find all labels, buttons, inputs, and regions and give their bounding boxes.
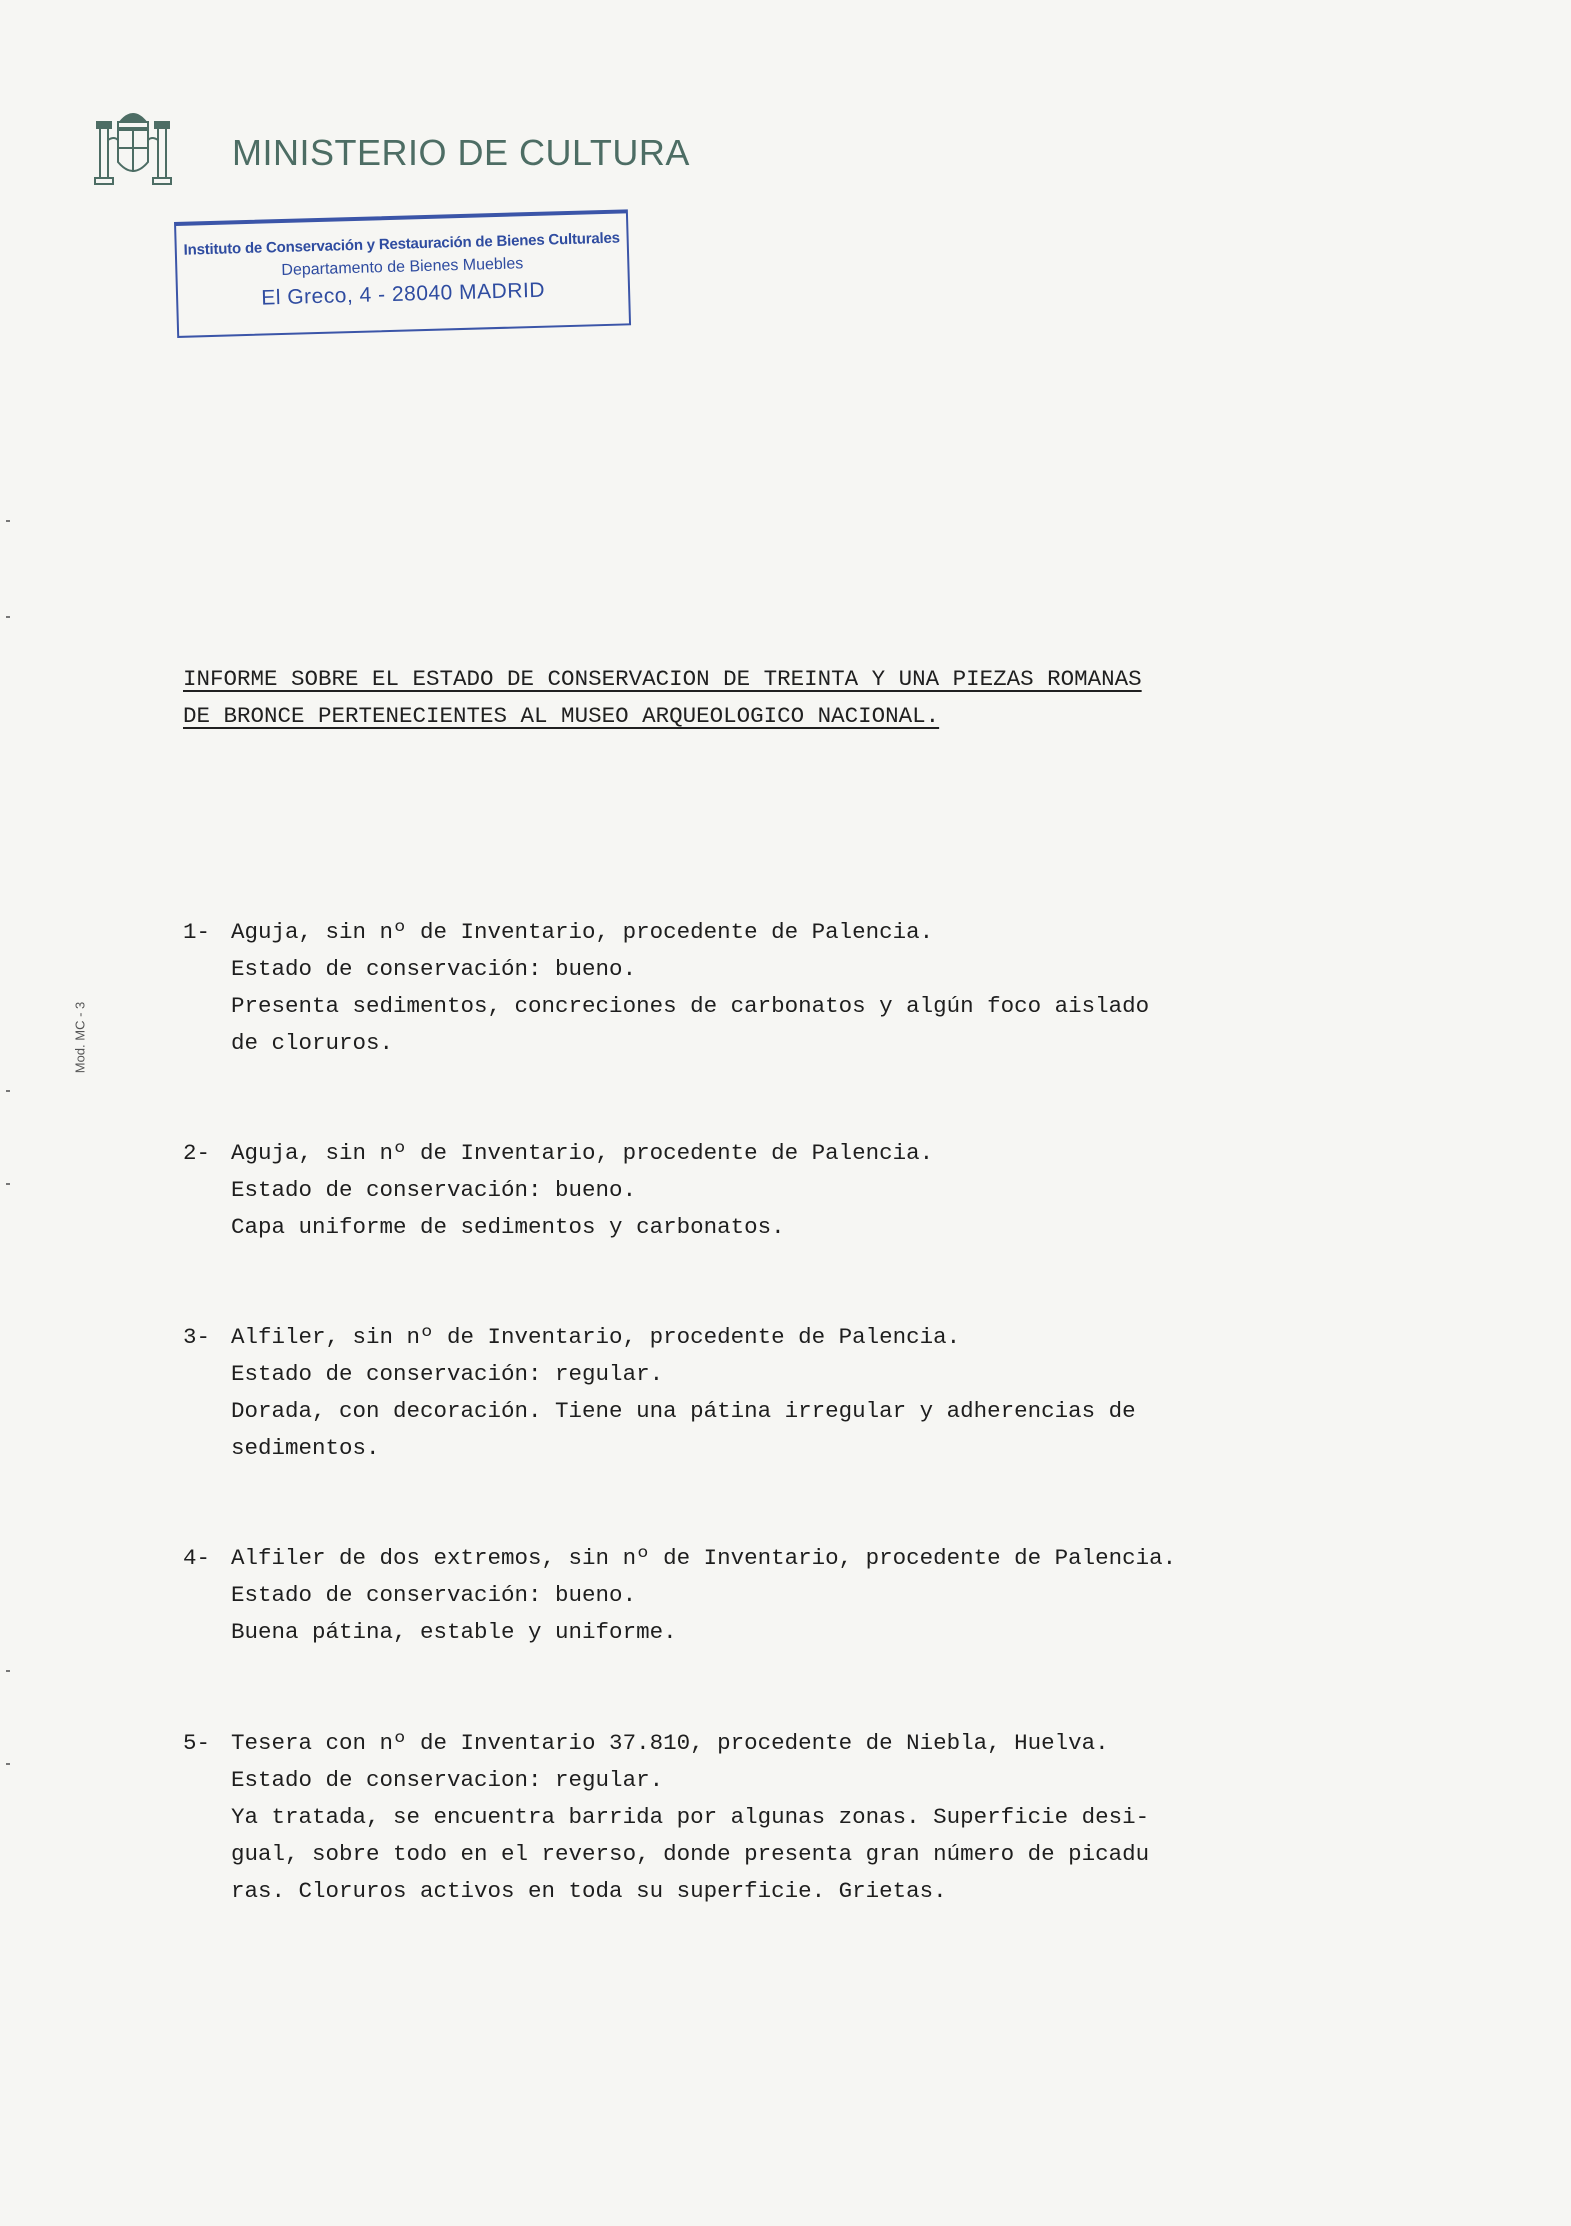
coat-of-arms-icon <box>90 100 176 192</box>
margin-tick <box>6 1670 10 1672</box>
margin-tick <box>6 520 10 522</box>
item-notes: sedimentos. <box>231 1435 380 1461</box>
item-number: 5- <box>183 1730 211 1756</box>
ministry-name: MINISTERIO DE CULTURA <box>232 132 690 173</box>
item-notes: Presenta sedimentos, concreciones de carbonatos y algún foco aislado <box>231 993 1150 1019</box>
margin-tick <box>6 1183 10 1185</box>
institution-stamp <box>174 209 631 338</box>
item-condition: Estado de conservación: bueno. <box>231 1177 637 1203</box>
item-description: Aguja, sin nº de Inventario, procedente de Palencia. <box>231 1140 934 1166</box>
item-description: Aguja, sin nº de Inventario, procedente de Palencia. <box>231 919 934 945</box>
inventory-item <box>183 1540 1176 1651</box>
item-notes: ras. Cloruros activos en toda su superficie. Grietas. <box>231 1878 947 1904</box>
item-notes: Dorada, con decoración. Tiene una pátina irregular y adherencias de <box>231 1398 1136 1424</box>
item-notes: gual, sobre todo en el reverso, donde presenta gran número de picadu <box>231 1841 1150 1867</box>
form-model-label: Mod. MC - 3 <box>72 1001 88 1074</box>
margin-tick <box>6 1090 10 1092</box>
report-title <box>183 661 1363 735</box>
item-notes: de cloruros. <box>231 1030 394 1056</box>
stamp-institute: Instituto de Conservación y Restauración de Bienes Culturales <box>183 229 620 259</box>
item-condition: Estado de conservación: bueno. <box>231 1582 637 1608</box>
item-notes: Capa uniforme de sedimentos y carbonatos. <box>231 1214 785 1240</box>
stamp-department: Departamento de Bienes Muebles <box>281 255 524 280</box>
inventory-item <box>183 1135 933 1246</box>
item-notes: Buena pátina, estable y uniforme. <box>231 1619 677 1645</box>
item-number: 2- <box>183 1140 211 1166</box>
report-title-line-1: INFORME SOBRE EL ESTADO DE CONSERVACION DE TREINTA Y UNA PIEZAS ROMANAS <box>183 666 1142 692</box>
item-number: 4- <box>183 1545 211 1571</box>
margin-tick <box>6 616 10 618</box>
item-number: 1- <box>183 919 211 945</box>
item-description: Alfiler, sin nº de Inventario, procedente de Palencia. <box>231 1324 961 1350</box>
item-condition: Estado de conservación: regular. <box>231 1361 664 1387</box>
inventory-item <box>183 1319 1136 1467</box>
item-description: Alfiler de dos extremos, sin nº de Inventario, procedente de Palencia. <box>231 1545 1177 1571</box>
item-condition: Estado de conservacion: regular. <box>231 1767 664 1793</box>
inventory-item <box>183 914 1149 1062</box>
inventory-item <box>183 1725 1149 1910</box>
item-number: 3- <box>183 1324 211 1350</box>
item-description: Tesera con nº de Inventario 37.810, procedente de Niebla, Huelva. <box>231 1730 1109 1756</box>
item-notes: Ya tratada, se encuentra barrida por algunas zonas. Superficie desi- <box>231 1804 1150 1830</box>
stamp-address: El Greco, 4 - 28040 MADRID <box>260 278 546 310</box>
report-title-line-2: DE BRONCE PERTENECIENTES AL MUSEO ARQUEOLOGICO NACIONAL. <box>183 703 940 729</box>
margin-tick <box>6 1763 10 1765</box>
item-condition: Estado de conservación: bueno. <box>231 956 637 982</box>
